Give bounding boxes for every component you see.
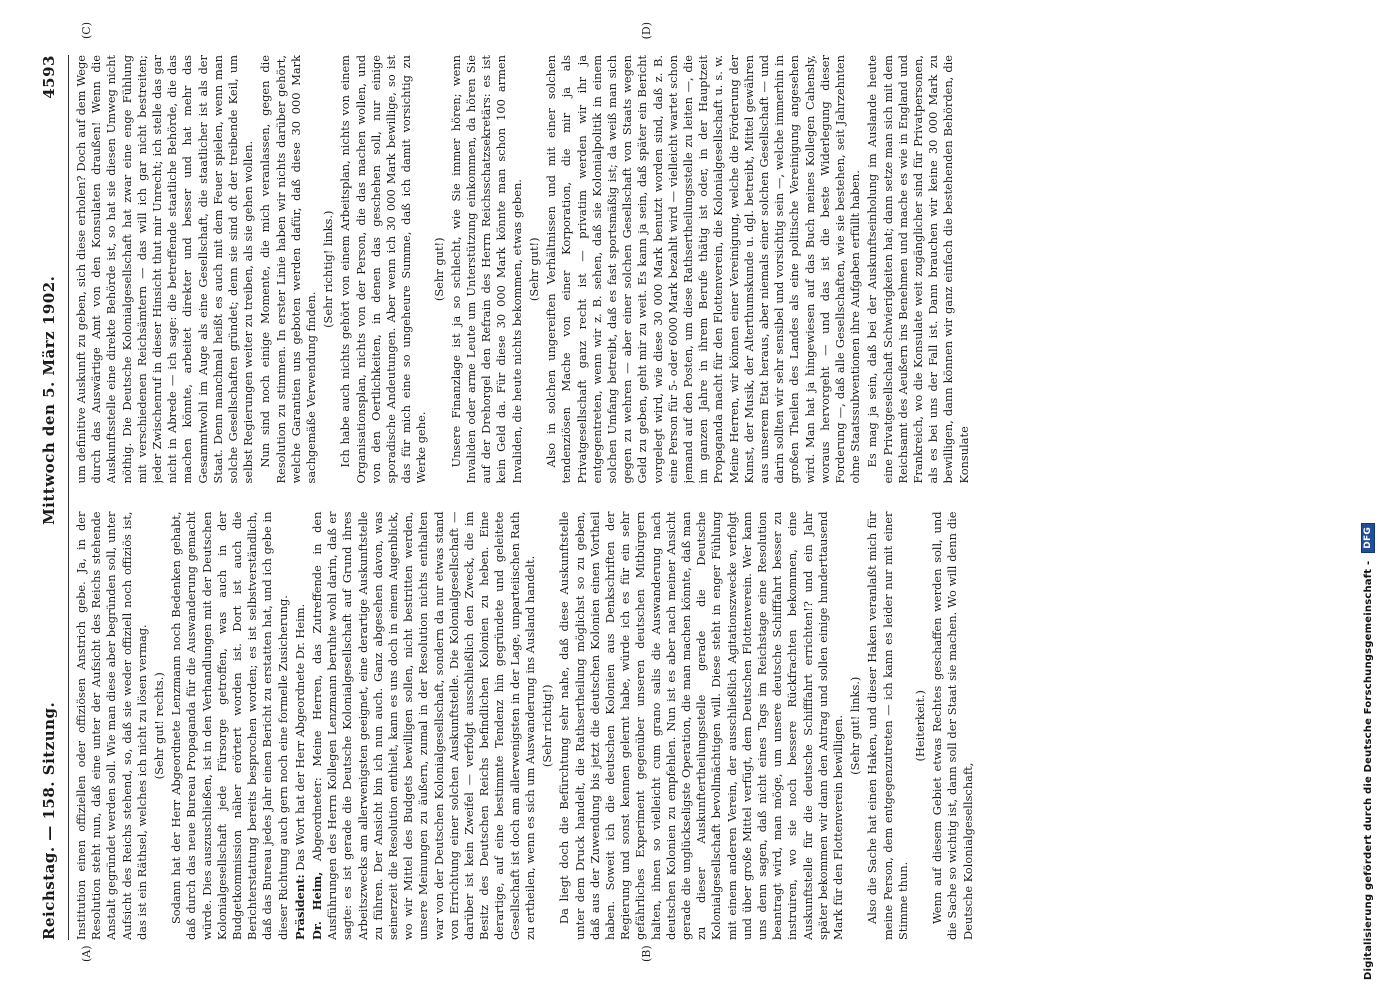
paragraph xyxy=(544,55,863,484)
paragraph-text: Sodann hat der Herr Abgeordnete Lenzmann noch Bedenken gehabt, daß durch das neue Bureau Propaganda für die Auswanderung gemacht würde. Dies auszuschließen, ist in den Verhandlungen mit der Deutschen Kolonialgesellschaft jede Fürsorge getroffen, was auch in der Budgetkommission näher erörtert worden ist. Dort ist auch die Berichterstattung bereits besprochen worden; es ist selbstverständlich, daß das Bureau jedes Jahr einen Bericht zu erstatten hat, und ich gebe in dieser Richtung auch gern noch eine formelle Zusicherung. xyxy=(169,511,290,940)
paragraph-text: (Sehr gut!) xyxy=(431,237,446,302)
speaker-name: Präsident: xyxy=(292,874,307,940)
paragraph xyxy=(74,512,150,941)
page-number: 4593 xyxy=(40,55,58,99)
header-date: Mittwoch den 5. März 1902. xyxy=(40,275,58,525)
digitization-text: Digitalisierung gefördert durch die Deutsche Forschungsgemeinschaft - xyxy=(1362,560,1374,980)
margin-marker-d: (D) xyxy=(640,22,653,40)
margin-marker-a: (A) xyxy=(80,945,93,962)
text-columns xyxy=(74,55,1323,940)
digitization-note xyxy=(1361,20,1379,980)
paragraph xyxy=(865,55,971,484)
paragraph-text: (Sehr richtig!) xyxy=(540,684,555,768)
margin-marker-c: (C) xyxy=(80,22,93,39)
paragraph-text: Abgeordneter: Meine Herren, das Zutreffende in den Ausführungen des Herrn Kollegen Lenzmann beruhte wohl darin, daß er sagte: es ist gerade die Deutsche Kolonialgesellschaft auf Grund ihres Arbeitszwecks am allerwenigsten geeignet, eine derartige Auskunftstelle zu führen. Der Ansicht bin ich nun auch. Ganz abgesehen davon, was seinerzeit die Resolution enthielt, kann es uns doch in einem Augenblick, wo wir Mittel des Budgets bewilligen sollen, nicht bestritten werden, unsere Meinungen zu äußern, zumal in der Resolution nichts enthalten war von der Deutschen Kolonialgesellschaft, sondern da nur etwas stand von Errichtung einer solchen Auskunftstelle. Die Kolonialgesellschaft — darüber ist kein Zweifel — verfolgt ausschließlich den Zweck, die im Besitz des Deutschen Reichs befindlichen Kolonien zu heben. Eine derartige, auf eine bestimmte Tendenz hin gegründete und geleitete Gesellschaft ist doch am allerwenigsten in der Lage, unparteiischen Rath zu ertheilen, wenn es sich um Auswanderung ins Ausland handelt. xyxy=(310,511,537,940)
paragraph-text: Also in solchen ungereiften Verhältnissen und mit einer solchen tendenziösen Mache von einer Korporation, die mir ja als Privatgesellschaft ganz recht ist — privatim werden wir ihr ja entgegentreten, wenn wir z. B. sehen, daß sie Kolonialpolitik in einem solchen Umfang betreibt, daß es fast sportsmäßig ist; da weiß man sich gegen zu wehren — aber einer solchen Gesellschaft von Staats wegen Geld zu geben, geht mir zu weit. Es kann ja sein, daß später ein Bericht vorgelegt wird, wie diese 30 000 Mark benutzt worden sind, daß z. B. eine Person für 5- oder 6000 Mark bezahlt wird — vielleicht wartet schon jemand auf den Posten, um diese Rathsertheilungsstelle zu leiten —, die im ganzen Jahre in ihrem Berufe thätig ist oder, in der Hauptzeit Propaganda macht für den Flottenverein, die Kolonialgesellschaft u. s. w. Meine Herren, wir können einer Vereinigung, welche die Förderung der Kunst, der Musik, der Alterthumskunde u. dgl. betreibt, Mittel gewähren aus unserem Etat heraus, aber niemals einer solchen Gesellschaft — und darin sollten wir sehr sensibel und vorsichtig sein —, welche immerhin in großen Theilen des Landes als eine politische Vereinigung angesehen wird. Man hat ja hingewiesen auf das Buch meines Kollegen Cahensly, woraus hervorgeht — und das ist die beste Widerlegung dieser Forderung —, daß alle Gesellschaften, wie sie bestehen, seit Jahrzehnten ohne Staatssubventionen ihre Aufgaben erfüllt haben. xyxy=(544,55,863,484)
page-header xyxy=(32,55,66,940)
paragraph xyxy=(293,512,308,941)
header-session: Reichstag. — 158. Sitzung. xyxy=(40,701,58,940)
paragraph xyxy=(540,512,555,941)
dfg-logo: DFG xyxy=(1361,523,1375,553)
paragraph xyxy=(169,512,291,941)
paragraph-text: Ich habe auch nichts gehört von einem Arbeitsplan, nichts von einem Organisationsplan, nichts von der Person, die das machen wollen, und von den Oertlichkeiten, in denen das geschehen soll, nur einige sporadische Andeutungen. Aber wenn ich 30 000 Mark bewillige, so ist das für mich eine so ungeheure Summe, daß ich damit vorsichtig zu Werke gehe. xyxy=(338,55,429,484)
left-column xyxy=(74,512,1323,941)
paragraph xyxy=(913,512,928,941)
header-rule xyxy=(68,55,69,940)
paragraph xyxy=(152,512,167,941)
paragraph-text: (Sehr gut! links.) xyxy=(848,676,863,775)
paragraph xyxy=(557,512,846,941)
paragraph xyxy=(432,55,447,484)
paragraph-text: Das Wort hat der Herr Abgeordnete Dr. Heim. xyxy=(292,603,307,875)
paragraph xyxy=(449,55,525,484)
paragraph-text: um definitive Auskunft zu geben, sich diese erholen? Doch auf dem Wege durch das Auswärtige Amt von den Konsulaten draußen! Wenn die Auskunftsstelle eine direkte Behörde ist, so hat sie diesen Umweg nicht nöthig. Die Deutsche Kolonialgesellschaft hat zwar eine enge Fühlung mit verschiedenen Reichsämtern — das will ich gar nicht bestreiten; jeder Zwischenruf in dieser Hinsicht thut mir Unrecht; ich stelle das gar nicht in Abrede — ich sage: die betreffende staatliche Behörde, die das machen könnte, arbeitet direkter und besser und hat mehr das Gesammtwohl im Auge als eine Gesellschaft, die staatlicher ist als der Staat. Denn manchmal heißt es auch mit dem Feuer spielen, wenn man solche Gesellschaften gründet; denn sie sind oft der treibende Keil, um selbst Regierungen weiter zu treiben, als sie gehen wollen. xyxy=(74,55,256,484)
paragraph xyxy=(338,55,429,484)
paragraph-text: Da liegt doch die Befürchtung sehr nahe, daß diese Auskunftstelle unter dem Druck handelt, die Rathsertheilung möglichst so zu geben, daß aus der Zuwendung bis jetzt die deutschen Kolonien einen Vortheil haben. Soweit ich die deutschen Kolonien aus Denkschriften der Regierung und sonst kennen gelernt habe, würde ich es für ein sehr gefährliches Experiment gegenüber unseren deutschen Mitbürgern halten, ihnen so vielleicht cum grano salis die Auswanderung nach deutschen Kolonien zu empfehlen. Nun ist es aber nach meiner Ansicht gerade die unglückseligste Operation, die man machen könnte, daß man zu dieser Auskunftertheilungsstelle gerade die Deutsche Kolonialgesellschaft bevollmächtigen will. Diese steht in enger Fühlung mit einem anderen Verein, der ausschließlich Agitationszwecke verfolgt und über große Mittel verfügt, dem Deutschen Flottenverein. Wer kann uns denn sagen, daß nicht eines Tags im Reichstage eine Resolution beantragt wird, man möge, um unsere deutsche Schifffahrt besser zu instruiren, wo sie noch bessere Rückfrachten bekommen, eine Auskunftstelle für die deutsche Schifffahrt errichten!? und ein Jahr später bekommen wir dann den Antrag und sollen einige hunderttausend Mark für den Flottenverein bewilligen. xyxy=(557,511,845,940)
paragraph xyxy=(527,55,542,484)
paragraph-text: Wenn auf diesem Gebiet etwas Rechtes geschaffen werden soll, und die Sache so wichtig ist, dann soll der Staat sie machen. Wo will denn die Deutsche Kolonialgesellschaft, xyxy=(930,511,975,940)
paragraph xyxy=(930,512,976,941)
paragraph xyxy=(74,55,256,484)
paragraph-text: Also die Sache hat einen Haken, und dieser Haken veranlaßt mich für meine Person, dem entgegenzutreten — ich kann es leider nur mit einer Stimme thun. xyxy=(865,511,910,940)
paragraph-text: Unsere Finanzlage ist ja so schlecht, wie Sie immer hören; wenn Invaliden oder arme Leute um Unterstützung einkommen, da hören Sie auf der Drehorgel den Refrain des Herrn Reichsschatzsekretärs: es ist kein Geld da. Für diese 30 000 Mark könnte man schon 100 armen Invaliden, die heute nichts bekommen, etwas geben. xyxy=(448,55,524,484)
speaker-name: Dr. Heim, xyxy=(310,871,325,940)
paragraph xyxy=(321,55,336,484)
paragraph-text: Es mag ja sein, daß bei der Auskunftseinholung im Auslande heute eine Privatgesellschaft Schwierigkeiten hat; dann setze man sich mit dem Reichsamt des Aeußern ins Benehmen und mache es wie in England und Frankreich, wo die Konsulate weit zugänglicher sind für Privatpersonen, als es bei uns der Fall ist. Dann brauchen wir keine 30 000 Mark zu bewilligen, dann können wir ganz einfach die bestehenden Behörden, die Konsulate xyxy=(865,55,971,484)
right-column xyxy=(74,55,1323,484)
paragraph-text: (Heiterkeit.) xyxy=(912,690,927,762)
paragraph-text: (Sehr richtig! links.) xyxy=(321,210,336,328)
paragraph-text: Institution einen offiziellen oder offiziösen Anstrich gebe. Ja, in der Resolution steht nun, daß eine unter der Aufsicht des Reichs stehende Anstalt gegründet werden soll. Wie man diese aber begründen soll, unter Aufsicht des Reichs stehend, so, daß sie weder offiziell noch offiziös ist, das ist ein Räthsel, welches ich nicht zu lösen vermag. xyxy=(74,511,149,940)
paragraph-text: (Sehr gut!) xyxy=(526,237,541,302)
margin-marker-b: (B) xyxy=(640,945,653,962)
paragraph-text: (Sehr gut! rechts.) xyxy=(152,672,167,780)
paragraph-text: Nun sind noch einige Momente, die mich veranlassen, gegen die Resolution zu stimmen. In erster Linie haben wir nichts darüber gehört, welche Garantien uns geboten werden dafür, daß diese 30 000 Mark sachgemäße Verwendung finden. xyxy=(258,55,319,484)
paragraph xyxy=(258,55,319,484)
paragraph xyxy=(848,512,863,941)
paragraph xyxy=(865,512,911,941)
paragraph xyxy=(310,512,538,941)
